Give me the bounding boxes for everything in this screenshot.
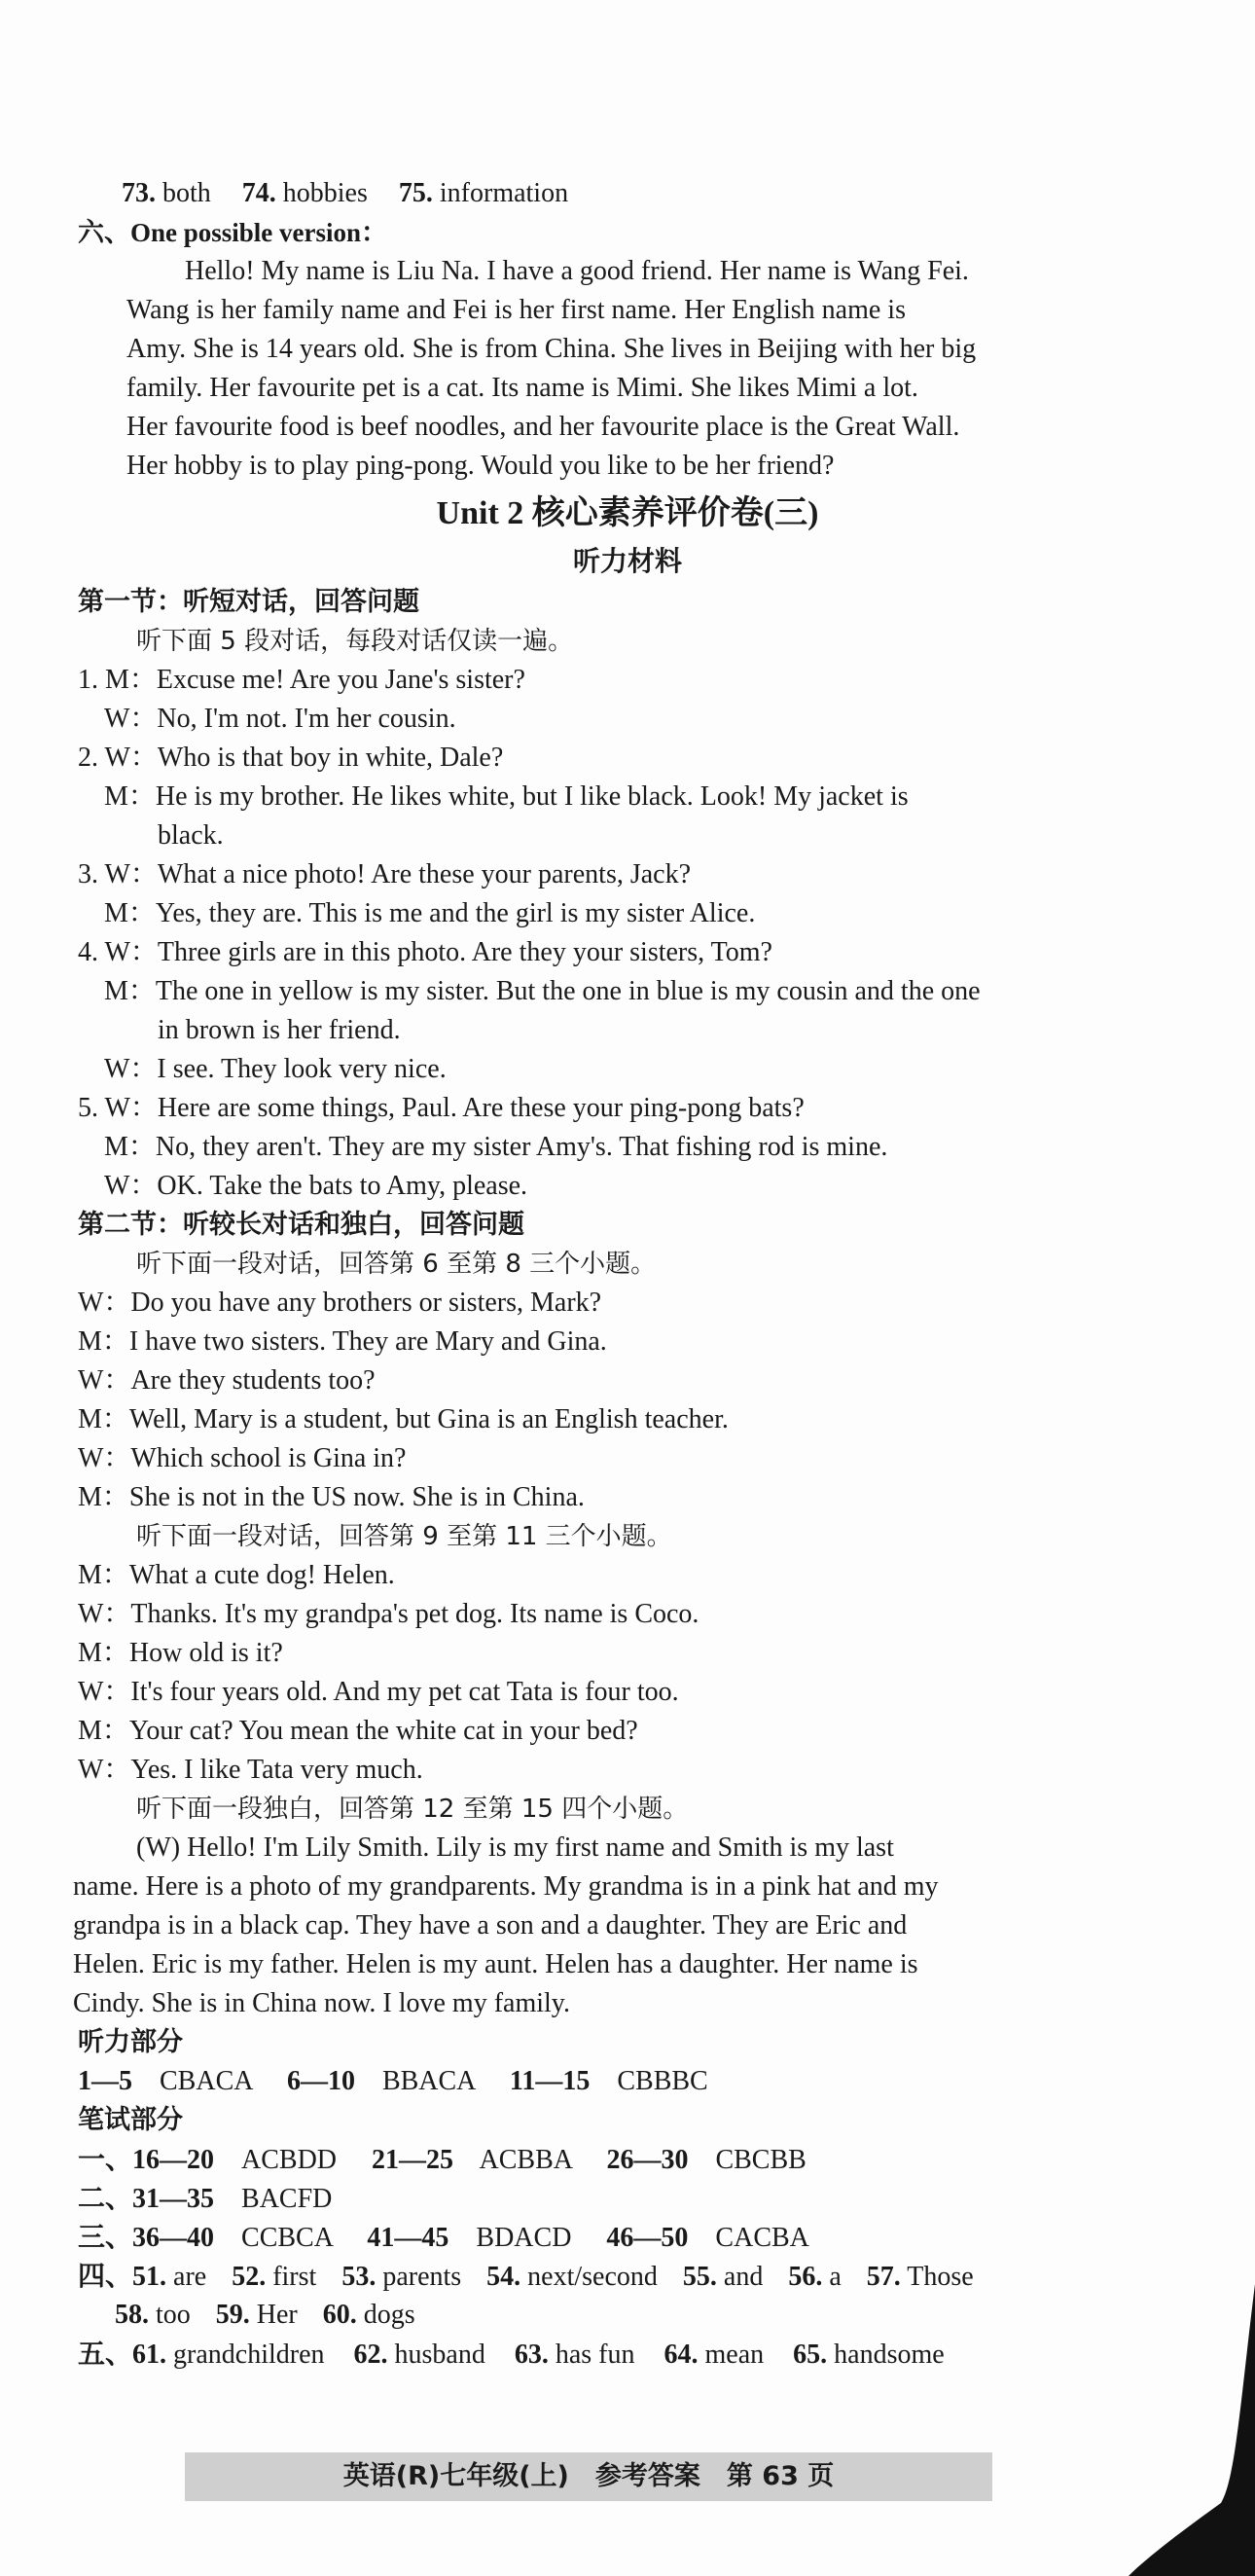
row-label: 二、 (78, 2182, 133, 2214)
row-label: 四、 (78, 2260, 133, 2292)
row-label: 五、 (78, 2338, 133, 2370)
item-number: 59. (215, 2300, 250, 2330)
word-answers-line (78, 2336, 945, 2374)
item-number: 51. (132, 2262, 167, 2292)
row-label: 一、 (78, 2143, 133, 2175)
answer-range: 16—20 (132, 2145, 215, 2175)
item-number: 65. (793, 2340, 828, 2370)
row-label: 三、 (78, 2221, 133, 2253)
monologue-line: Helen. Eric is my father. Helen is my aunt. Helen has a daughter. Her name is (73, 1949, 918, 1979)
writing-line: Amy. She is 14 years old. She is from China. She lives in Beijing with her big (126, 334, 977, 364)
item-number: 62. (353, 2340, 388, 2370)
item-number: 64. (663, 2340, 699, 2370)
dialog-line: M：How old is it? (78, 1638, 283, 1668)
section-heading: 第一节：听短对话，回答问题 (78, 587, 419, 617)
written-answers-heading: 笔试部分 (78, 2105, 183, 2135)
listening-answers-heading: 听力部分 (78, 2027, 183, 2057)
item-answer: both (162, 178, 211, 208)
answer-row (78, 2180, 332, 2218)
writing-line: Hello! My name is Liu Na. I have a good friend. Her name is Wang Fei. (185, 256, 969, 286)
dialog-line: W：Do you have any brothers or sisters, Mark? (78, 1288, 602, 1318)
answer-letters: BDACD (476, 2223, 572, 2253)
page-footer: 英语(R)七年级(上) 参考答案 第 63 页 (342, 2461, 835, 2491)
writing-label: 六、One possible version： (78, 218, 388, 247)
item-answer: are (173, 2262, 207, 2292)
item-answer: Her (256, 2300, 298, 2330)
item-answer: too (156, 2300, 191, 2330)
answer-range: 11—15 (509, 2066, 591, 2096)
dialog-line: M：The one in yellow is my sister. But the one in blue is my cousin and the one (104, 976, 981, 1006)
item-number: 63. (514, 2340, 549, 2370)
item-number: 73. (122, 178, 156, 208)
answer-letters: CCBCA (241, 2223, 333, 2253)
item-answer: husband (394, 2340, 485, 2370)
item-answer: handsome (834, 2340, 945, 2370)
item-answer: mean (704, 2340, 765, 2370)
dialog-line: W：It's four years old. And my pet cat Tata is four too. (78, 1677, 679, 1707)
dialog-line: W：Thanks. It's my grandpa's pet dog. Its name is Coco. (78, 1599, 699, 1629)
answer-range: 31—35 (132, 2184, 215, 2214)
item-number: 75. (398, 178, 433, 208)
dialog-line: M：She is not in the US now. She is in China. (78, 1482, 585, 1512)
dialog-line: 5. W：Here are some things, Paul. Are these your ping-pong bats? (78, 1093, 805, 1123)
prev-answers-line (122, 175, 568, 212)
dialog-line: 4. W：Three girls are in this photo. Are they your sisters, Tom? (78, 937, 772, 967)
answer-row (78, 2219, 809, 2257)
monologue-line: Cindy. She is in China now. I love my family. (73, 1988, 570, 2018)
writing-line: Wang is her family name and Fei is her first name. Her English name is (126, 295, 906, 325)
answer-range: 21—25 (372, 2145, 454, 2175)
answer-range: 26—30 (606, 2145, 689, 2175)
item-number: 61. (132, 2340, 167, 2370)
answer-row (78, 2141, 807, 2179)
answer-range: 1—5 (78, 2066, 132, 2096)
dialog-line: in brown is her friend. (158, 1015, 401, 1045)
item-answer: and (723, 2262, 764, 2292)
answer-letters: ACBDD (241, 2145, 338, 2175)
section-heading: 第二节：听较长对话和独白，回答问题 (78, 1210, 524, 1240)
item-number: 55. (682, 2262, 717, 2292)
answer-range: 6—10 (286, 2066, 355, 2096)
dialog-line: M：Well, Mary is a student, but Gina is an English teacher. (78, 1404, 729, 1434)
listening-answers-line (78, 2063, 708, 2100)
writing-line: family. Her favourite pet is a cat. Its name is Mimi. She likes Mimi a lot. (126, 373, 918, 403)
writing-line: Her favourite food is beef noodles, and her favourite place is the Great Wall. (126, 412, 960, 442)
item-number: 53. (341, 2262, 376, 2292)
answer-letters: BACFD (241, 2184, 333, 2214)
monologue-line: name. Here is a photo of my grandparents. My grandma is in a pink hat and my (73, 1871, 939, 1902)
item-number: 54. (486, 2262, 521, 2292)
dialog-line: 2. W：Who is that boy in white, Dale? (78, 743, 504, 773)
fill-answers-line (115, 2297, 415, 2334)
item-answer: Those (907, 2262, 974, 2292)
dialog-line: W：Are they students too? (78, 1365, 376, 1396)
dialog-line: 1. M：Excuse me! Are you Jane's sister? (78, 665, 525, 695)
item-answer: grandchildren (173, 2340, 325, 2370)
corner-shadow (1129, 2284, 1255, 2576)
item-number: 56. (788, 2262, 823, 2292)
dialog-line: M：I have two sisters. They are Mary and Gina. (78, 1326, 607, 1357)
section-instruction: 听下面一段对话，回答第 6 至第 8 三个小题。 (136, 1250, 657, 1279)
dialog-line: M：Your cat? You mean the white cat in your bed? (78, 1716, 638, 1746)
dialog-line: 3. W：What a nice photo! Are these your parents, Jack? (78, 859, 692, 889)
answer-letters: CACBA (715, 2223, 809, 2253)
answer-letters: BBACA (381, 2066, 475, 2096)
answer-letters: CBACA (160, 2066, 252, 2096)
dialog-line: W：No, I'm not. I'm her cousin. (104, 704, 456, 734)
dialog-line: W：Which school is Gina in? (78, 1443, 407, 1473)
dialog-line: black. (158, 820, 224, 851)
answer-range: 46—50 (606, 2223, 689, 2253)
writing-line: Her hobby is to play ping-pong. Would you like to be her friend? (126, 451, 835, 481)
section-instruction: 听下面一段独白，回答第 12 至第 15 四个小题。 (136, 1795, 689, 1824)
answer-range: 41—45 (367, 2223, 449, 2253)
item-answer: hobbies (282, 178, 368, 208)
dialog-line: M：What a cute dog! Helen. (78, 1560, 395, 1590)
listening-title: 听力材料 (572, 545, 682, 577)
item-number: 74. (241, 178, 276, 208)
item-answer: dogs (363, 2300, 415, 2330)
item-number: 57. (866, 2262, 901, 2292)
monologue-line: (W) Hello! I'm Lily Smith. Lily is my first name and Smith is my last (136, 1832, 894, 1863)
dialog-line: M：He is my brother. He likes white, but I like black. Look! My jacket is (104, 781, 909, 812)
answer-letters: CBCBB (715, 2145, 807, 2175)
item-number: 60. (322, 2300, 357, 2330)
item-answer: information (439, 178, 569, 208)
dialog-line: W：OK. Take the bats to Amy, please. (104, 1171, 528, 1201)
item-answer: a (829, 2262, 842, 2292)
section-instruction: 听下面一段对话，回答第 9 至第 11 三个小题。 (136, 1522, 672, 1551)
answer-letters: CBBBC (617, 2066, 708, 2096)
item-answer: has fun (555, 2340, 635, 2370)
answer-letters: ACBBA (479, 2145, 572, 2175)
item-answer: next/second (527, 2262, 658, 2292)
dialog-line: M：No, they aren't. They are my sister Amy's. That fishing rod is mine. (104, 1132, 888, 1162)
item-answer: first (272, 2262, 317, 2292)
item-answer: parents (382, 2262, 462, 2292)
dialog-line: W：Yes. I like Tata very much. (78, 1755, 423, 1785)
monologue-line: grandpa is in a black cap. They have a son and a daughter. They are Eric and (73, 1910, 908, 1941)
answer-range: 36—40 (132, 2223, 215, 2253)
dialog-line: M：Yes, they are. This is me and the girl is my sister Alice. (104, 898, 756, 928)
section-instruction: 听下面 5 段对话，每段对话仅读一遍。 (136, 627, 574, 656)
item-number: 52. (232, 2262, 267, 2292)
fill-answers-line (78, 2258, 974, 2296)
item-number: 58. (115, 2300, 149, 2330)
unit-title: Unit 2 核心素养评价卷(三) (436, 495, 819, 531)
dialog-line: W：I see. They look very nice. (104, 1054, 447, 1084)
